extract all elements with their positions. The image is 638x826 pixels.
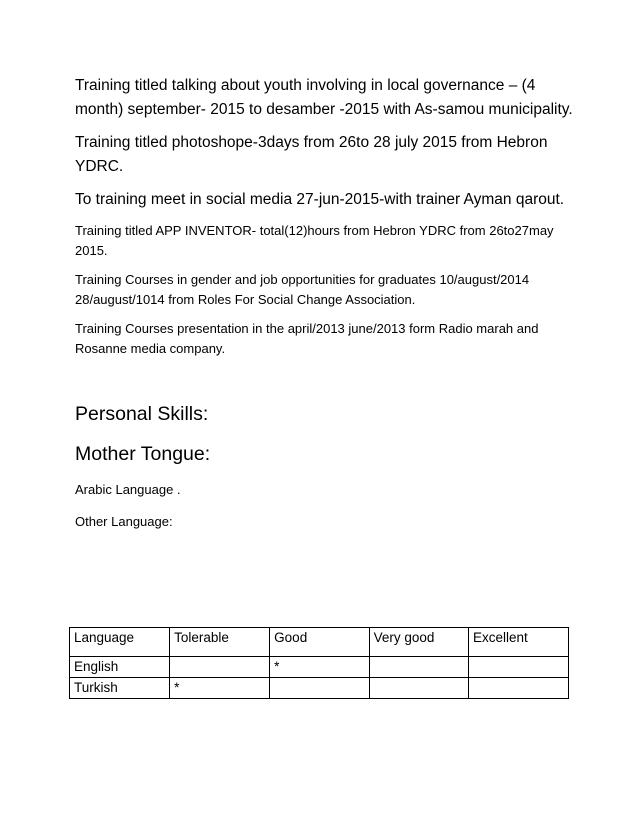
table-cell	[170, 657, 270, 678]
training-item-2: Training titled photoshope-3days from 26to 28 july 2015 from Hebron YDRC.	[75, 134, 548, 175]
training-item-4: Training titled APP INVENTOR- total(12)hours from Hebron YDRC from 26to27may 2015.	[75, 223, 554, 258]
section-spacer	[75, 368, 575, 401]
header-cell-very-good: Very good	[369, 628, 468, 657]
table-cell: Turkish	[70, 678, 170, 699]
training-item-6: Training Courses presentation in the april/2013 june/2013 form Radio marah and Rosanne media company.	[75, 321, 539, 356]
language-table	[69, 627, 569, 699]
training-item-1: Training titled talking about youth involving in local governance – (4 month) september- 2015 to desamber -2015 with As-samou municipality.	[75, 77, 573, 118]
mother-tongue-value: Arabic Language .	[75, 482, 181, 497]
table-row	[70, 657, 569, 678]
table-cell: English	[70, 657, 170, 678]
table-row	[70, 678, 569, 699]
table-cell	[369, 657, 468, 678]
personal-skills-heading: Personal Skills:	[75, 403, 209, 425]
page-content	[75, 74, 575, 545]
header-cell-good: Good	[270, 628, 369, 657]
table-header-row	[70, 628, 569, 657]
training-item-5: Training Courses in gender and job opportunities for graduates 10/august/2014 28/august/1014 from Roles For Social Change Association.	[75, 272, 530, 307]
table-cell	[369, 678, 468, 699]
table-cell	[468, 657, 568, 678]
mother-tongue-heading: Mother Tongue:	[75, 443, 211, 465]
header-cell-excellent: Excellent	[468, 628, 568, 657]
table-cell	[468, 678, 568, 699]
table-cell	[270, 678, 369, 699]
header-cell-language: Language	[70, 628, 170, 657]
other-language-label: Other Language:	[75, 514, 173, 529]
table-cell: *	[170, 678, 270, 699]
training-item-3: To training meet in social media 27-jun-2015-with trainer Ayman qarout.	[75, 191, 565, 208]
header-cell-tolerable: Tolerable	[170, 628, 270, 657]
table-cell: *	[270, 657, 369, 678]
